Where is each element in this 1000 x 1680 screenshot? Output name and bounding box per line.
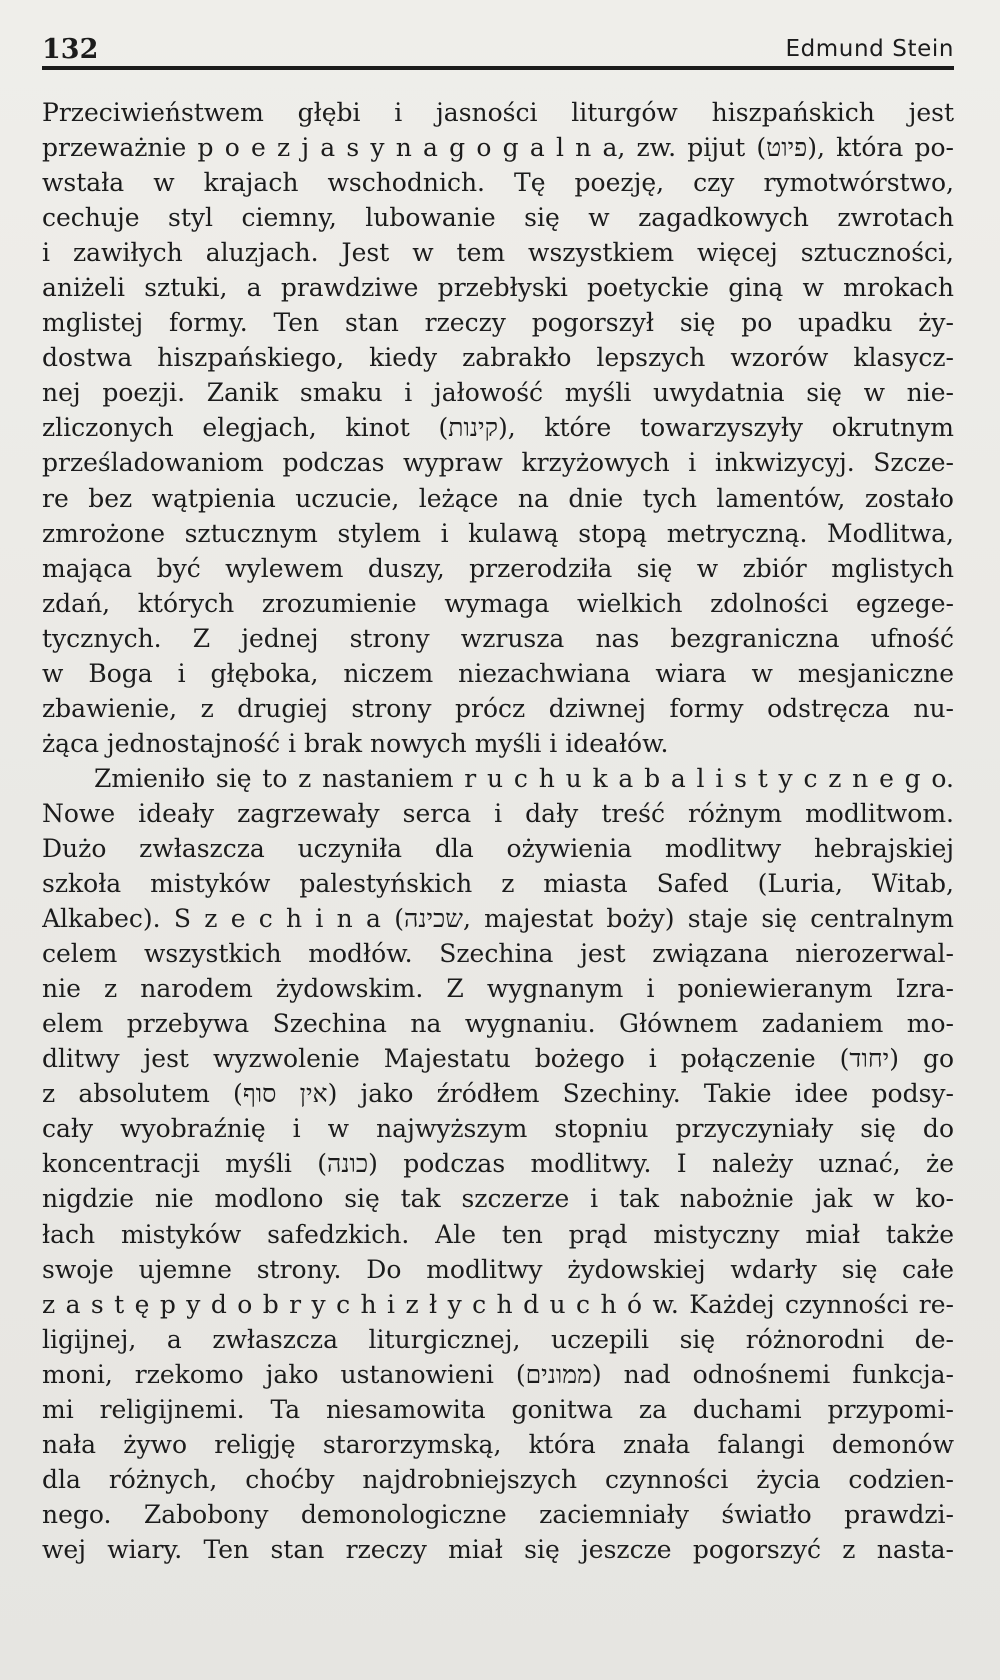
- text-line: przeważnie p o e z j a s y n a g o g a l n a, zw. pijut (פיוט), która po-: [42, 133, 954, 163]
- header-rule: [42, 66, 954, 70]
- text-line: aniżeli sztuki, a prawdziwe przebłyski poetyckie giną w mrokach: [42, 273, 954, 303]
- text-line: szkoła mistyków palestyńskich z miasta Safed (Luria, Witab,: [42, 869, 954, 899]
- text-line: nigdzie nie modlono się tak szczerze i tak nabożnie jak w ko-: [42, 1184, 954, 1214]
- text-line: Zmieniło się to z nastaniem r u c h u k a b a l i s t y c z n e g o.: [94, 763, 954, 793]
- page-number: 132: [42, 34, 99, 65]
- text-line: moni, rzekomo jako ustanowieni (ממונים) nad odnośnemi funkcja-: [42, 1359, 954, 1389]
- text-line: celem wszystkich modłów. Szechina jest związana nierozerwal-: [42, 939, 954, 969]
- text-line: dla różnych, choćby najdrobniejszych czynności życia codzien-: [42, 1464, 954, 1494]
- text-line: wej wiary. Ten stan rzeczy miał się jeszcze pogorszyć z nasta-: [42, 1534, 954, 1564]
- text-line: nie z narodem żydowskim. Z wygnanym i poniewieranym Izra-: [42, 974, 954, 1004]
- text-line: cechuje styl ciemny, lubowanie się w zagadkowych zwrotach: [42, 203, 954, 233]
- text-line: żąca jednostajność i brak nowych myśli i ideałów.: [42, 728, 669, 758]
- text-line: z a s t ę p y d o b r y c h i z ł y c h d u c h ó w. Każdej czynności re-: [42, 1289, 954, 1319]
- text-line: re bez wątpienia uczucie, leżące na dnie tych lamentów, zostało: [42, 483, 954, 513]
- body-text: [42, 95, 954, 1567]
- text-line: zdań, których zrozumienie wymaga wielkich zdolności egzege-: [42, 588, 954, 618]
- page-header: [42, 30, 954, 66]
- text-line: zmrożone sztucznym stylem i kulawą stopą metryczną. Modlitwa,: [42, 518, 954, 548]
- text-line: i zawiłych aluzjach. Jest w tem wszystkiem więcej sztuczności,: [42, 238, 954, 268]
- text-line: mająca być wylewem duszy, przerodziła się w zbiór mglistych: [42, 553, 954, 583]
- text-line: nej poezji. Zanik smaku i jałowość myśli uwydatnia się w nie-: [42, 378, 954, 408]
- running-head: Edmund Stein: [785, 36, 954, 62]
- text-line: Nowe ideały zagrzewały serca i dały treść różnym modlitwom.: [42, 798, 954, 828]
- text-line: tycznych. Z jednej strony wzrusza nas bezgraniczna ufność: [42, 623, 954, 653]
- text-line: wstała w krajach wschodnich. Tę poezję, czy rymotwórstwo,: [42, 168, 954, 198]
- text-line: prześladowaniom podczas wypraw krzyżowych i inkwizycyj. Szcze-: [42, 448, 954, 478]
- text-line: nego. Zabobony demonologiczne zaciemniały światło prawdzi-: [42, 1499, 954, 1529]
- text-line: Przeciwieństwem głębi i jasności liturgów hiszpańskich jest: [42, 98, 954, 127]
- text-line: cały wyobraźnię i w najwyższym stopniu przyczyniały się do: [42, 1114, 954, 1144]
- text-line: łach mistyków safedzkich. Ale ten prąd mistyczny miał także: [42, 1219, 954, 1249]
- text-line: dostwa hiszpańskiego, kiedy zabrakło lepszych wzorów klasycz-: [42, 343, 954, 373]
- text-line: mglistej formy. Ten stan rzeczy pogorszył się po upadku ży-: [42, 308, 954, 338]
- text-line: swoje ujemne strony. Do modlitwy żydowskiej wdarły się całe: [42, 1254, 954, 1284]
- text-line: elem przebywa Szechina na wygnaniu. Głównem zadaniem mo-: [42, 1009, 954, 1039]
- text-line: ligijnej, a zwłaszcza liturgicznej, uczepili się różnorodni de-: [42, 1324, 954, 1354]
- text-line: w Boga i głęboka, niczem niezachwiana wiara w mesjaniczne: [42, 658, 954, 688]
- text-line: Dużo zwłaszcza uczyniła dla ożywienia modlitwy hebrajskiej: [42, 833, 954, 863]
- text-line: nała żywo religję starorzymską, która znała falangi demonów: [42, 1429, 954, 1459]
- text-line: dlitwy jest wyzwolenie Majestatu bożego i połączenie (יחוד) go: [42, 1044, 954, 1074]
- text-line: mi religijnemi. Ta niesamowita gonitwa za duchami przypomi-: [42, 1394, 954, 1424]
- text-line: koncentracji myśli (כונה) podczas modlitwy. I należy uznać, że: [42, 1149, 954, 1179]
- text-line: zliczonych elegjach, kinot (קינות), które towarzyszyły okrutnym: [42, 413, 954, 443]
- text-line: Alkabec). S z e c h i n a (שכינה, majestat boży) staje się centralnym: [42, 904, 954, 934]
- text-line: zbawienie, z drugiej strony prócz dziwnej formy odstręcza nu-: [42, 693, 954, 723]
- text-line: z absolutem (אין סוף) jako źródłem Szechiny. Takie idee podsy-: [42, 1079, 954, 1109]
